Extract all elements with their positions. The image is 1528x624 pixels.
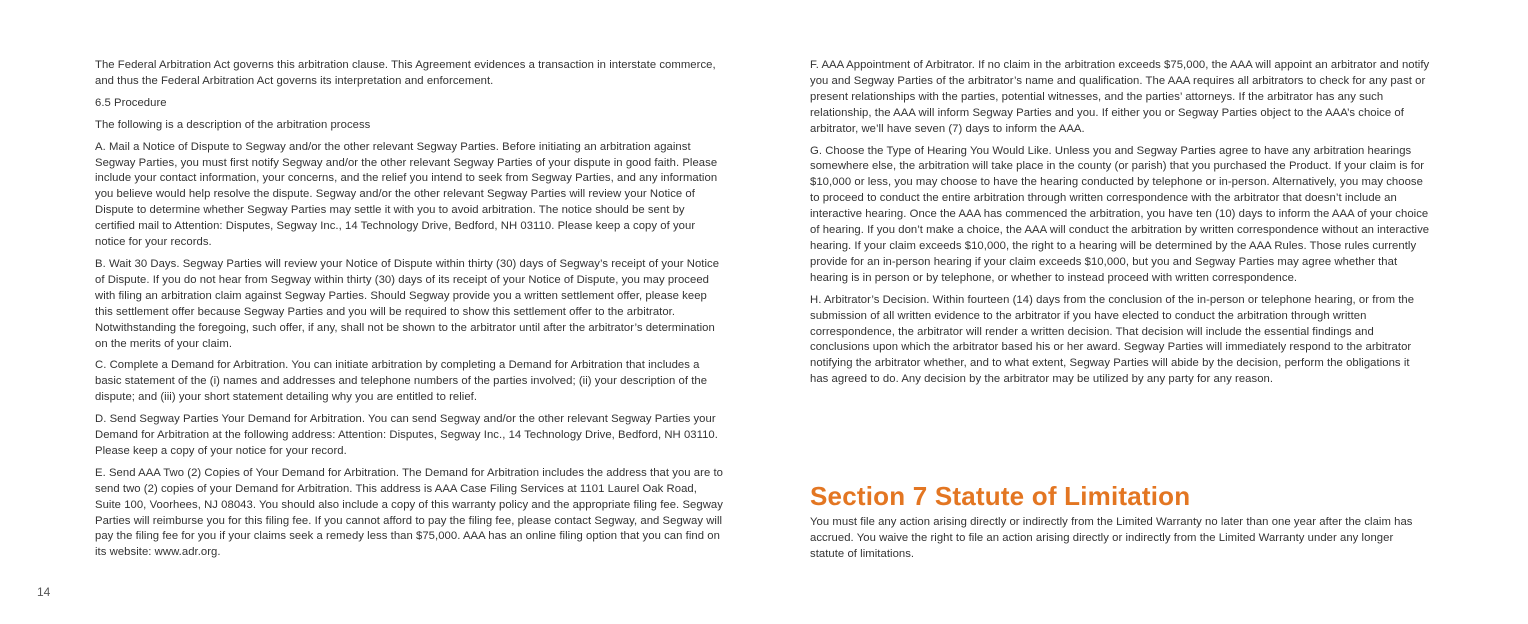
section-7-body (810, 515, 1430, 569)
page-number: 14 (37, 585, 51, 599)
step-g-paragraph: G. Choose the Type of Hearing You Would Like. Unless you and Segway Parties agree to have any arbitration hearings somewhere else, the arbitration will take place in the county (or parish) that you purchased the Product. If your claim is for $10,000 or less, you may choose to have the hearing conducted by telephone or in-person. Alternatively, you may choose to proceed to conduct the entire arbitration through written correspondence with the arbitrator that doesn’t include an interactive hearing. Once the AAA has commenced the arbitration, you have ten (10) days to inform the AAA of your choice of hearing. If you don’t make a choice, the AAA will conduct the arbitration by written correspondence without an interactive hearing. If your claim exceeds $10,000, the right to a hearing will be determined by the AAA Rules. Those rules currently provide for an in-person hearing if your claim exceeds $10,000, but you and Segway Parties may agree whether that hearing is in person or by telephone, or whether to instead proceed with written correspondence. (810, 144, 1430, 284)
statute-of-limitation-paragraph: You must file any action arising directly or indirectly from the Limited Warranty no later than one year after the claim has accrued. You waive the right to file an action arising directly or indirectly from the Limited Warranty under any longer statute of limitations. (810, 516, 1413, 560)
right-column (810, 58, 1430, 394)
step-f-paragraph: F. AAA Appointment of Arbitrator. If no claim in the arbitration exceeds $75,000, the AAA will appoint an arbitrator and notify you and Segway Parties of the arbitrator’s name and qualification. The AAA requires all arbitrators to check for any past or present relationships with the parties, potential witnesses, and the parties’ attorneys. If the arbitrator has any such relationship, the AAA will inform Segway Parties and you. If either you or Segway Parties object to the AAA’s choice of arbitrator, we’ll have seven (7) days to inform the AAA. (810, 59, 1430, 135)
step-h-paragraph: H. Arbitrator’s Decision. Within fourteen (14) days from the conclusion of the in-person or telephone hearing, or from the submission of all written evidence to the arbitrator if you have elected to conduct the arbitration through written correspondence, the arbitrator will render a written decision. That decision will include the essential findings and conclusions upon which the arbitrator based his or her award. Segway Parties will immediately respond to the arbitrator notifying the arbitrator whether, and to what extent, Segway Parties will abide by the decision, perform the obligations it has agreed to do. Any decision by the arbitrator may be utilized by any party for any reason. (810, 293, 1415, 386)
step-a-paragraph: A. Mail a Notice of Dispute to Segway and/or the other relevant Segway Parties. Before initiating an arbitration against Segway Parties, you must first notify Segway and/or the other relevant Segway Parties of your dispute in good faith. Please include your contact information, your concerns, and the relief you intend to seek from Segway Parties, and any information you believe would help resolve the dispute. Segway and/or the other relevant Segway Parties will review your Notice of Dispute to determine whether Segway Parties may settle it with you to avoid arbitration. The notice should be sent by certified mail to Attention: Disputes, Segway Inc., 14 Technology Drive, Bedford, NH 03110. Please keep a copy of your notice for your records. (95, 140, 718, 249)
left-column (95, 58, 723, 567)
step-d-paragraph: D. Send Segway Parties Your Demand for Arbitration. You can send Segway and/or the other relevant Segway Parties your Demand for Arbitration at the following address: Attention: Disputes, Segway Inc., 14 Technology Drive, Bedford, NH 03110. Please keep a copy of your notice for your record. (95, 413, 718, 457)
procedure-subheading: 6.5 Procedure (95, 96, 167, 109)
process-intro-paragraph: The following is a description of the arbitration process (95, 118, 371, 131)
section-7-heading: Section 7 Statute of Limitation (810, 481, 1191, 511)
faa-governs-paragraph: The Federal Arbitration Act governs this arbitration clause. This Agreement evidences a transaction in interstate commerce, and thus the Federal Arbitration Act governs its interpretation and enforcement. (95, 59, 716, 87)
step-e-paragraph: E. Send AAA Two (2) Copies of Your Demand for Arbitration. The Demand for Arbitration includes the address that you are to send two (2) copies of your Demand for Arbitration. This address is AAA Case Filing Services at 1101 Laurel Oak Road, Suite 100, Voorhees, NJ 08043. You should also include a copy of this warranty policy and the appropriate filing fee. Segway Parties will reimburse you for this filing fee. If you cannot afford to pay the filing fee, please contact Segway, and Segway will pay the filing fee for you if your claims seek a remedy less than $75,000. AAA has an online filing option that you can find on its website: www.adr.org. (95, 466, 723, 559)
step-b-paragraph: B. Wait 30 Days. Segway Parties will review your Notice of Dispute within thirty (30) days of Segway’s receipt of your Notice of Dispute. If you do not hear from Segway within thirty (30) days of its receipt of your Notice of Dispute, you may proceed with filing an arbitration claim against Segway Parties. Should Segway provide you a written settlement offer, please keep this settlement offer because Segway Parties and you will be required to show this settlement offer to the arbitrator. Notwithstanding the foregoing, such offer, if any, shall not be shown to the arbitrator until after the arbitrator’s determination on the merits of your claim. (95, 257, 720, 350)
step-c-paragraph: C. Complete a Demand for Arbitration. You can initiate arbitration by completing a Demand for Arbitration that includes a basic statement of the (i) names and addresses and telephone numbers of the parties involved; (ii) your description of the dispute; and (iii) your short statement detailing why you are entitled to relief. (95, 359, 708, 404)
